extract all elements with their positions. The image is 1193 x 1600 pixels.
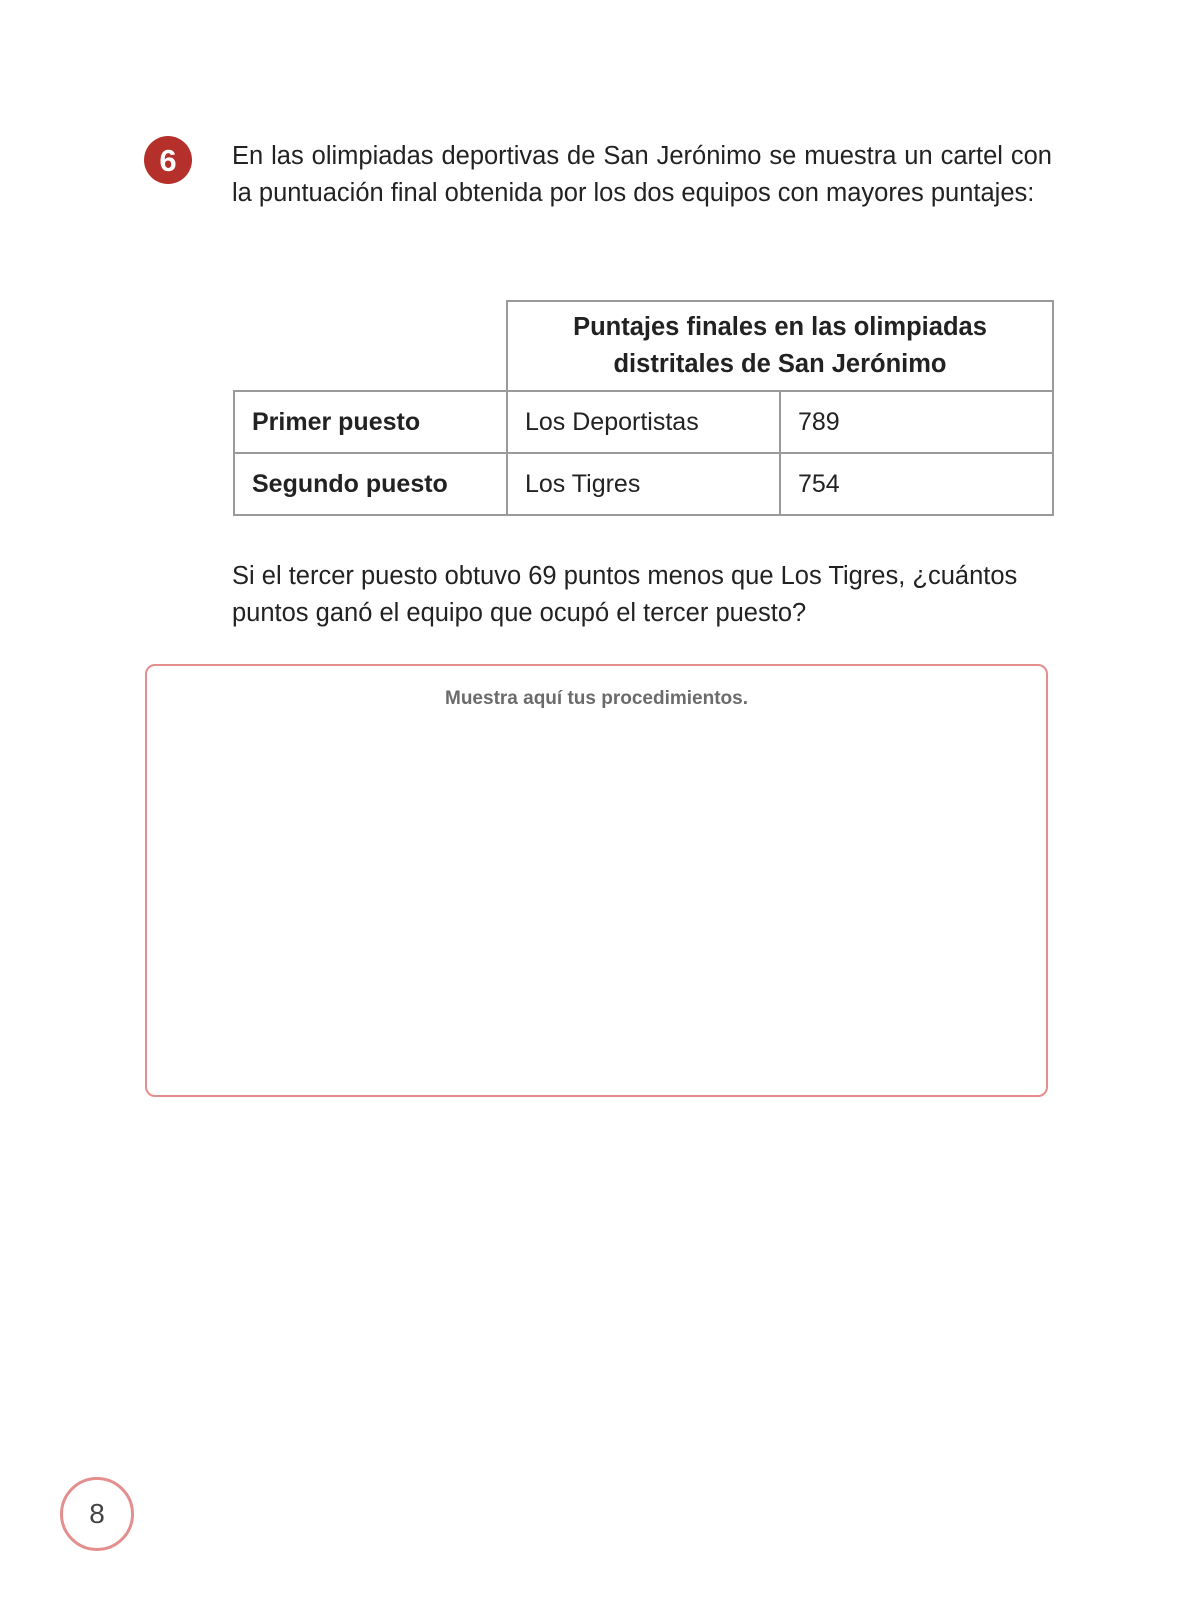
question-number-badge: 6 [144,136,192,184]
table-cell-team: Los Deportistas [507,391,780,453]
table-cell-points: 754 [780,453,1053,515]
table-row [234,453,1053,515]
table-cell-points: 789 [780,391,1053,453]
table-row [234,391,1053,453]
answer-hint: Muestra aquí tus procedimientos. [445,688,748,709]
answer-box[interactable] [145,664,1048,1097]
table-cell-place: Primer puesto [234,391,507,453]
table-cell-place: Segundo puesto [234,453,507,515]
table-header-row [234,301,1053,391]
table-header: Puntajes finales en las olimpiadas distritales de San Jerónimo [507,301,1053,391]
scores-table [233,300,1054,516]
table-cell-team: Los Tigres [507,453,780,515]
question-prompt: Si el tercer puesto obtuvo 69 puntos menos que Los Tigres, ¿cuántos puntos ganó el equipo que ocupó el tercer puesto? [232,562,1018,627]
question-intro: En las olimpiadas deportivas de San Jerónimo se muestra un cartel con la puntuación final obtenida por los dos equipos con mayores puntajes: [232,142,1052,207]
page-number: 8 [60,1477,134,1551]
table-empty-corner [234,301,507,391]
